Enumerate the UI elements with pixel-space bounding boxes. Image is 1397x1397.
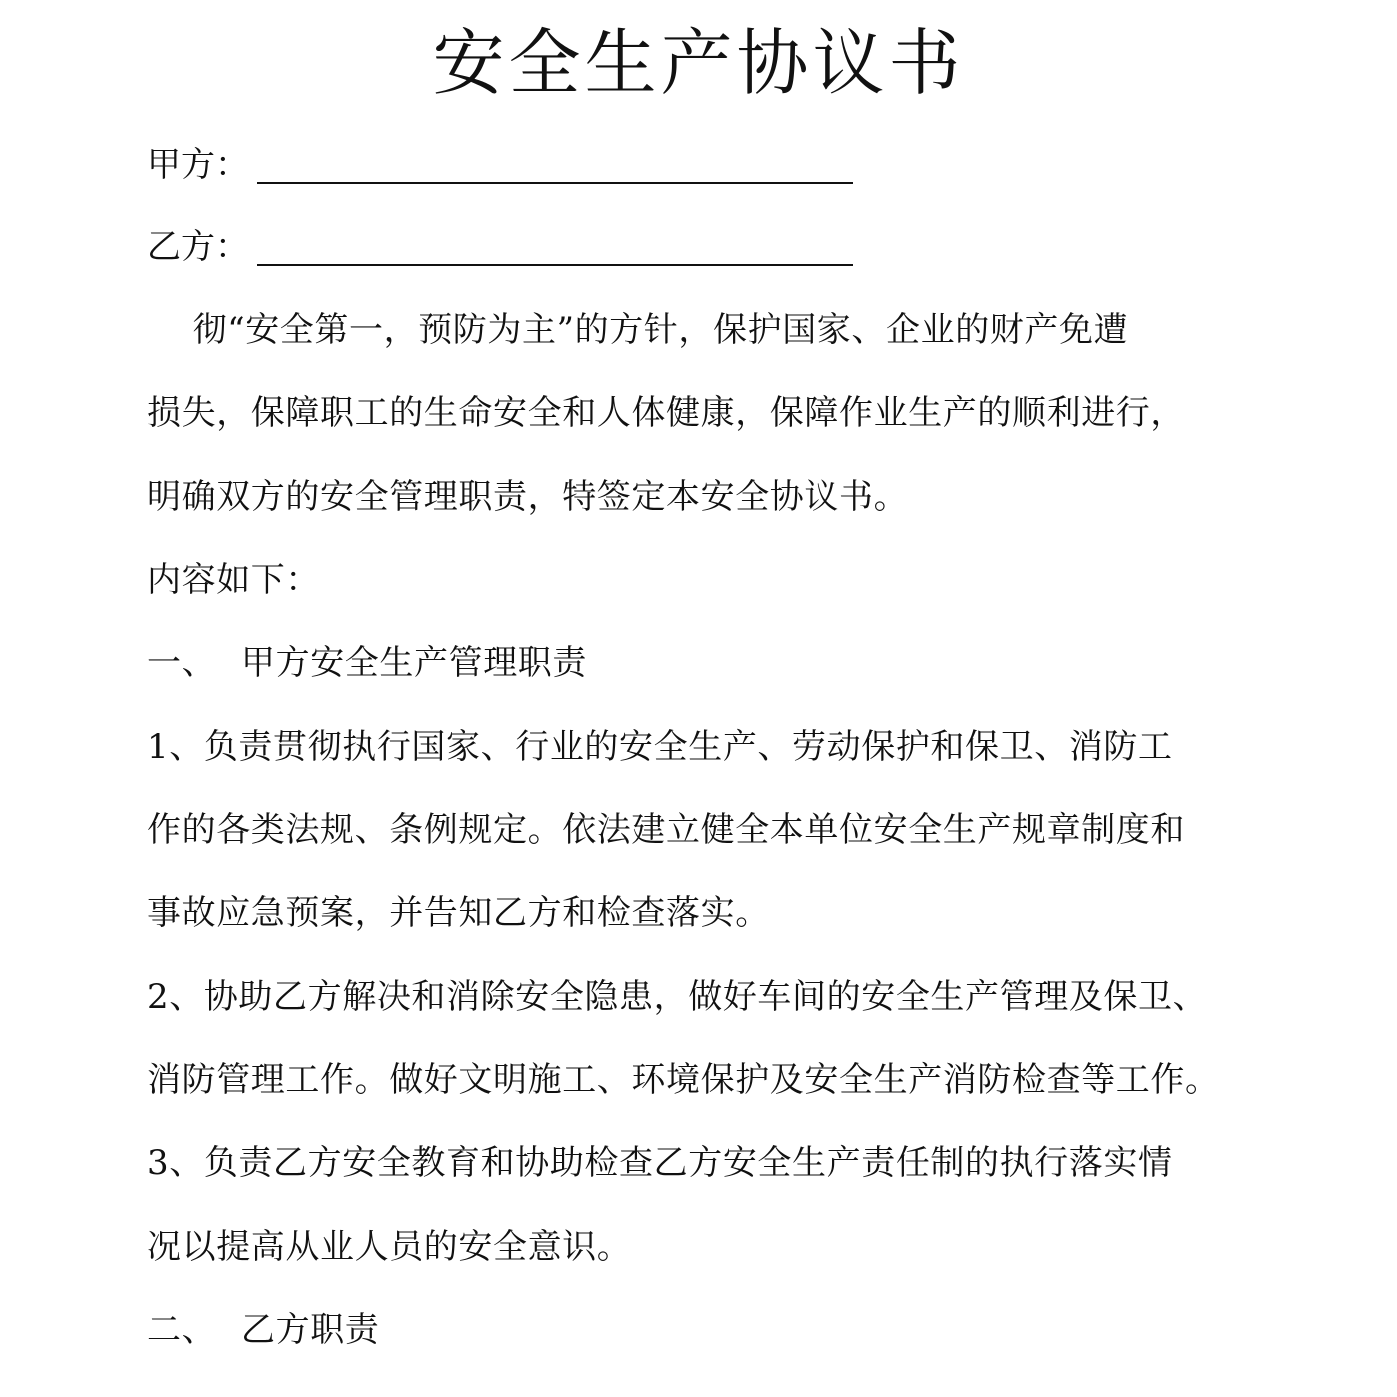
section-one-line-3: 事故应急预案，并告知乙方和检查落实。	[147, 893, 770, 933]
section-one-line-1: 1、负责贯彻执行国家、行业的安全生产、劳动保护和保卫、消防工	[147, 727, 1173, 767]
party-a-label: 甲方：	[147, 145, 249, 185]
section-one-line-5: 消防管理工作。做好文明施工、环境保护及安全生产消防检查等工作。	[147, 1060, 1220, 1100]
intro-line-1: 彻“安全第一，预防为主”的方针，保护国家、企业的财产免遭	[147, 310, 1129, 350]
section-one-line-2: 作的各类法规、条例规定。依法建立健全本单位安全生产规章制度和	[147, 810, 1185, 850]
party-a-blank-underline	[257, 182, 853, 184]
section-two-title: 乙方职责	[241, 1310, 380, 1350]
section-one-line-4: 2、协助乙方解决和消除安全隐患，做好车间的安全生产管理及保卫、	[147, 977, 1208, 1017]
intro-line-2: 损失，保障职工的生命安全和人体健康，保障作业生产的顺利进行，	[147, 393, 1185, 433]
party-b-blank-underline	[257, 264, 853, 266]
section-one-line-7: 况以提高从业人员的安全意识。	[147, 1227, 632, 1267]
section-two-heading	[147, 1308, 1257, 1352]
section-one-number: 一、	[147, 643, 217, 683]
section-one-line-6: 3、负责乙方安全教育和协助检查乙方安全生产责任制的执行落实情	[147, 1143, 1173, 1183]
section-one-title: 甲方安全生产管理职责	[241, 643, 587, 683]
section-two-number: 二、	[147, 1310, 217, 1350]
document-title: 安全生产协议书	[432, 21, 965, 105]
intro-line-3: 明确双方的安全管理职责，特签定本安全协议书。	[147, 477, 909, 517]
party-a-line	[147, 140, 853, 186]
party-b-line	[147, 222, 853, 268]
section-one-heading	[147, 641, 1257, 685]
party-b-label: 乙方：	[147, 227, 249, 267]
content-heading: 内容如下：	[147, 560, 320, 600]
